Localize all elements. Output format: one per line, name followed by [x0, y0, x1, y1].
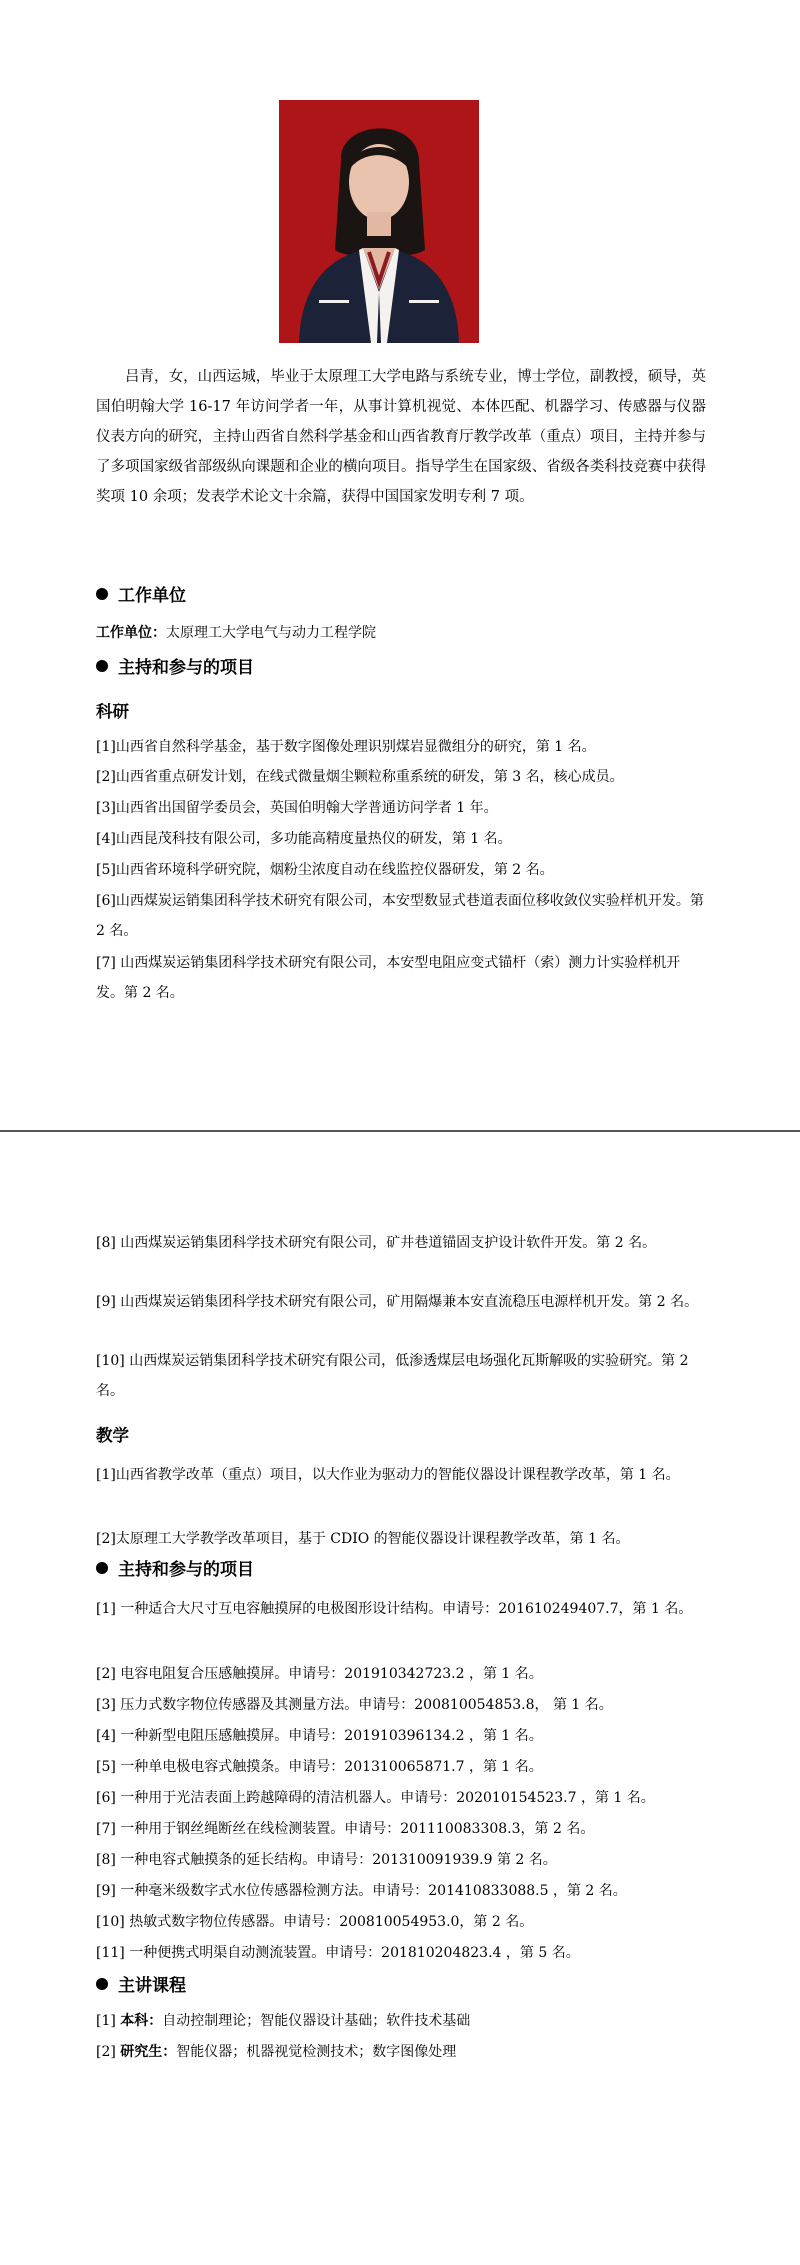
research-item: [3]山西省出国留学委员会，英国伯明翰大学普通访问学者 1 年。 — [96, 800, 498, 816]
work-unit-line — [96, 622, 706, 644]
research-item: [8] 山西煤炭运销集团科学技术研究有限公司，矿井巷道锚固支护设计软件开发。第 2 名。 — [96, 1235, 657, 1251]
research-item: [4]山西昆茂科技有限公司，多功能高精度量热仪的研发，第 1 名。 — [96, 831, 512, 847]
patent-item: [4] 一种新型电阻压感触摸屏。申请号：201910396134.2 ，第 1 名。 — [96, 1728, 543, 1744]
research-item: [10] 山西煤炭运销集团科学技术研究有限公司，低渗透煤层电场强化瓦斯解吸的实验研究。第 2 名。 — [96, 1353, 689, 1399]
course-index: [2] — [96, 2044, 116, 2060]
section-heading-patents — [96, 1558, 254, 1582]
course-index: [1] — [96, 2013, 116, 2029]
section-heading-work — [96, 584, 186, 608]
section-heading-courses — [96, 1974, 186, 1998]
intro-paragraph: 吕青，女，山西运城，毕业于太原理工大学电路与系统专业，博士学位，副教授，硕导，英国伯明翰大学 16-17 年访问学者一年，从事计算机视觉、本体匹配、机器学习、传感器与仪器仪表方向的研究，主持山西省自然科学基金和山西省教育厅教学改革（重点）项目，主持并参与了多项国家级省部级纵向课题和企业的横向项目。指导学生在国家级、省级各类科技竞赛中获得奖项 10 余项；发表学术论文十余篇，获得中国国家发明专利 7 项。 — [96, 369, 706, 505]
course-item — [96, 2041, 706, 2063]
bullet-icon — [96, 1562, 108, 1574]
section-heading-text: 工作单位 — [118, 586, 186, 606]
patent-item: [5] 一种单电极电容式触摸条。申请号：201310065871.7 ，第 1 名。 — [96, 1759, 543, 1775]
research-item: [2]山西省重点研发计划，在线式微量烟尘颗粒称重系统的研发，第 3 名，核心成员。 — [96, 769, 624, 785]
patent-item: [6] 一种用于光洁表面上跨越障碍的清洁机器人。申请号：202010154523.7 ，第 1 名。 — [96, 1790, 655, 1806]
course-level-label: 研究生： — [120, 2044, 177, 2060]
patent-item: [7] 一种用于钢丝绳断丝在线检测装置。申请号：201110083308.3，第 2 名。 — [96, 1821, 595, 1837]
bullet-icon — [96, 588, 108, 600]
work-unit-value: 太原理工大学电气与动力工程学院 — [166, 625, 376, 641]
section-heading-text: 主持和参与的项目 — [118, 1560, 254, 1580]
subheading-research: 科研 — [96, 702, 129, 721]
bullet-icon — [96, 1978, 108, 1990]
teaching-item: [1]山西省教学改革（重点）项目，以大作业为驱动力的智能仪器设计课程教学改革，第 1 名。 — [96, 1467, 680, 1483]
page-two — [0, 1132, 800, 2265]
patent-item: [11] 一种便携式明渠自动测流装置。申请号：201810204823.4 ，第 5 名。 — [96, 1945, 580, 1961]
portrait-illustration — [279, 100, 479, 343]
patent-item: [3] 压力式数字物位传感器及其测量方法。申请号：200810054853.8， 第 1 名。 — [96, 1697, 613, 1713]
course-list: 智能仪器；机器视觉检测技术；数字图像处理 — [176, 2044, 457, 2060]
subheading-teaching: 教学 — [96, 1426, 129, 1445]
section-heading-text: 主讲课程 — [118, 1976, 186, 1996]
research-item: [7] 山西煤炭运销集团科学技术研究有限公司，本安型电阻应变式锚杆（索）测力计实验样机开发。第 2 名。 — [96, 955, 681, 1001]
research-item: [9] 山西煤炭运销集团科学技术研究有限公司，矿用隔爆兼本安直流稳压电源样机开发。第 2 名。 — [96, 1294, 699, 1310]
patent-item: [1] 一种适合大尺寸互电容触摸屏的电极图形设计结构。申请号：201610249407.7，第 1 名。 — [96, 1601, 693, 1617]
patent-item: [2] 电容电阻复合压感触摸屏。申请号：201910342723.2 ，第 1 名。 — [96, 1666, 543, 1682]
course-item — [96, 2010, 706, 2032]
patent-item: [10] 热敏式数字物位传感器。申请号：200810054953.0，第 2 名。 — [96, 1914, 534, 1930]
patent-item: [9] 一种毫米级数字式水位传感器检测方法。申请号：201410833088.5 ，第 2 名。 — [96, 1883, 627, 1899]
research-item: [5]山西省环境科学研究院，烟粉尘浓度自动在线监控仪器研发，第 2 名。 — [96, 862, 554, 878]
section-heading-text: 主持和参与的项目 — [118, 658, 254, 678]
page-one — [0, 0, 800, 1130]
course-level-label: 本科： — [120, 2013, 163, 2029]
course-list: 自动控制理论；智能仪器设计基础；软件技术基础 — [162, 2013, 471, 2029]
bullet-icon — [96, 660, 108, 672]
research-item: [1]山西省自然科学基金，基于数字图像处理识别煤岩显微组分的研究，第 1 名。 — [96, 739, 596, 755]
work-unit-label: 工作单位： — [96, 625, 166, 641]
section-heading-projects — [96, 656, 254, 680]
research-item: [6]山西煤炭运销集团科学技术研究有限公司，本安型数显式巷道表面位移收敛仪实验样机开发。第 2 名。 — [96, 893, 704, 939]
teaching-item: [2]太原理工大学教学改革项目，基于 CDIO 的智能仪器设计课程教学改革，第 1 名。 — [96, 1531, 630, 1547]
portrait-photo — [279, 100, 479, 343]
patent-item: [8] 一种电容式触摸条的延长结构。申请号：201310091939.9 第 2 名。 — [96, 1852, 557, 1868]
